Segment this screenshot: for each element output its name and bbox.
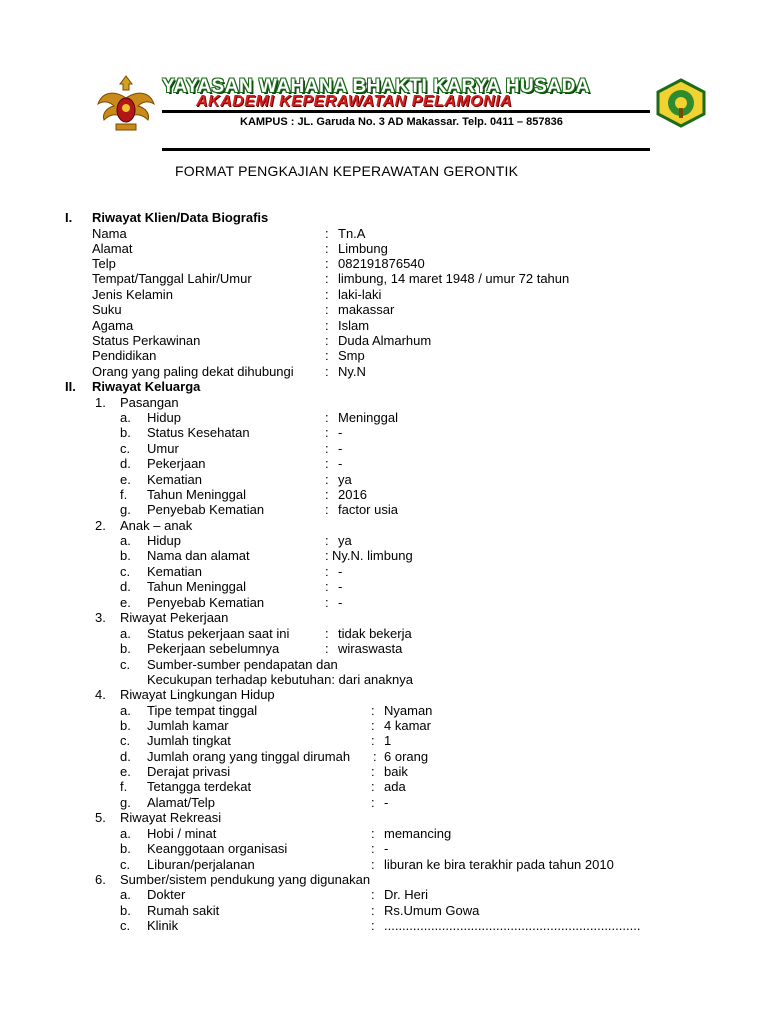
campus-address: KAMPUS : JL. Garuda No. 3 AD Makassar. Telp. 0411 – 857836	[240, 116, 563, 128]
section-title: Riwayat Keluarga	[92, 379, 201, 394]
subsection-number: 5.	[95, 810, 106, 825]
subsection-number: 2.	[95, 518, 106, 533]
subsection-title: Pasangan	[120, 395, 179, 410]
section-number: II.	[65, 379, 76, 394]
subsection-number: 6.	[95, 872, 106, 887]
document-title: FORMAT PENGKAJIAN KEPERAWATAN GERONTIK	[175, 163, 519, 179]
subsection-number: 1.	[95, 395, 106, 410]
academy-name: AKADEMI KEPERAWATAN PELAMONIA	[196, 93, 513, 110]
subsection-title: Riwayat Lingkungan Hidup	[120, 687, 275, 702]
header-rule-bottom	[162, 148, 650, 151]
subsection-title: Riwayat Pekerjaan	[120, 610, 229, 625]
organization-name: YAYASAN WAHANA BHAKTI KARYA HUSADA	[162, 76, 591, 97]
section-title: Riwayat Klien/Data Biografis	[92, 210, 269, 225]
subsection-title: Anak – anak	[120, 518, 193, 533]
header-rule-top	[162, 110, 650, 113]
list-item-continuation: Kecukupan terhadap kebutuhan: dari anaknya	[147, 672, 413, 687]
subsection-title: Sumber/sistem pendukung yang digunakan	[120, 872, 371, 887]
subsection-number: 3.	[95, 610, 106, 625]
subsection-number: 4.	[95, 687, 106, 702]
subsection-title: Riwayat Rekreasi	[120, 810, 222, 825]
academy-crest-logo	[654, 78, 708, 128]
section-number: I.	[65, 210, 73, 225]
eagle-emblem-logo	[96, 70, 156, 134]
